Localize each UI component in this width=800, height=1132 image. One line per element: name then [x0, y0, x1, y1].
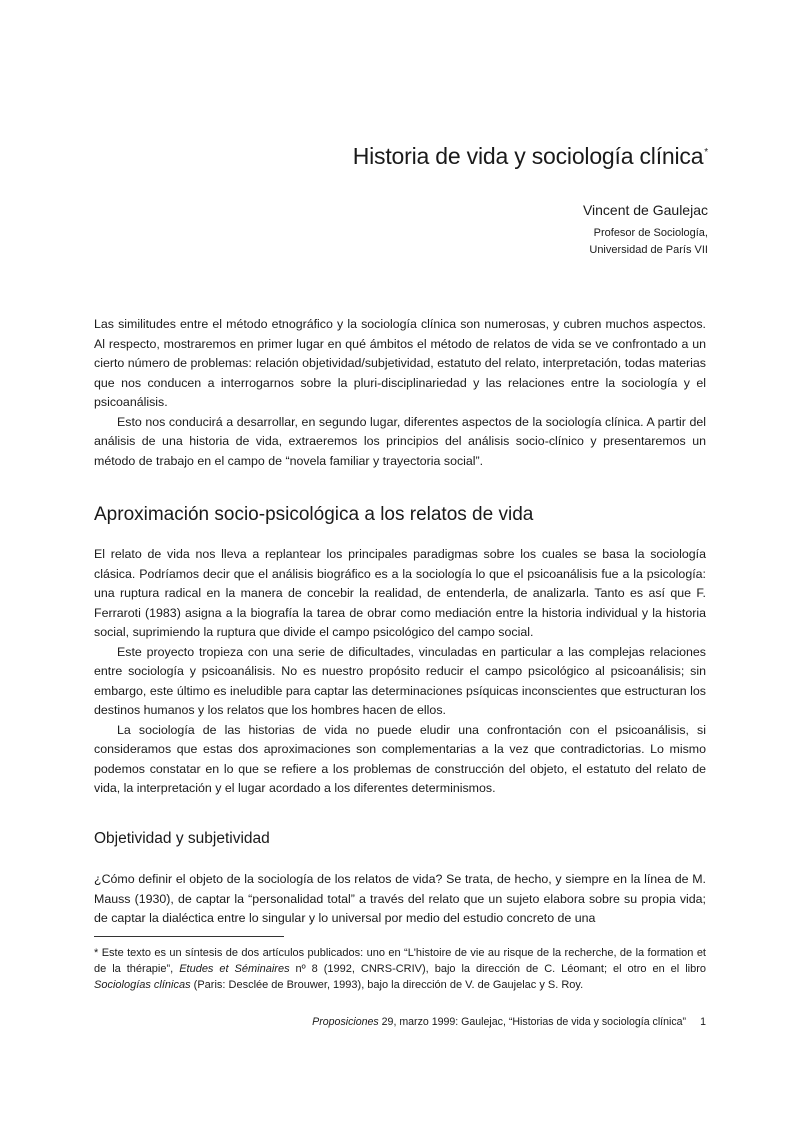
intro-paragraph-1: Las similitudes entre el método etnográfico y la sociología clínica son numerosas, y cubren muchos aspectos. Al respecto, mostraremos en primer lugar en qué ámbitos el método de relatos de vida se ve confrontado a un cierto número de problemas: relación objetividad/subjetividad, estatuto del relato, interpretación, todas materias que nos conducen a interrogarnos sobre la pluri-disciplinariedad y las relaciones entre la sociología y el psicoanálisis. [94, 317, 706, 409]
footnote-mark: * [94, 947, 99, 959]
footnote-book-title: Sociologías clínicas [94, 979, 191, 991]
section-2-paragraph-1: ¿Cómo definir el objeto de la sociología de los relatos de vida? Se trata, de hecho, y siempre en la línea de M. Mauss (1930), de captar la “personalidad total” a través del relato que un sujeto elabora sobre su propia vida; de captar la dialéctica entre lo singular y lo universal por medio del estudio concreto de una [94, 872, 706, 925]
citation-text: 29, marzo 1999: Gaulejac, “Historias de vida y sociología clínica” [378, 1016, 687, 1028]
footnote: * Este texto es un síntesis de dos artículos publicados: uno en “L'histoire de vie au risque de la recherche, de la formation et de la thérapie”, Etudes et Séminaires nº 8 (1992, CNRS-CRIV), bajo la dirección de C. Léomant; el otro en el libro Sociologías clínicas (Paris: Desclée de Brouwer, 1993), bajo la dirección de V. de Gaujelac y S. Roy. [94, 947, 706, 991]
section-heading-socio-psicologica: Aproximación socio-psicológica a los relatos de vida [94, 504, 534, 525]
section-1-body [94, 545, 706, 799]
author-institution: Universidad de París VII [589, 244, 708, 256]
author-position: Profesor de Sociología, [593, 227, 708, 239]
page-number: 1 [700, 1016, 706, 1028]
author-name: Vincent de Gaulejac [582, 202, 708, 218]
intro-paragraph-2: Esto nos conducirá a desarrollar, en segundo lugar, diferentes aspectos de la sociología clínica. A partir del análisis de una historia de vida, extraeremos los principios del análisis socio-clínico y presentaremos un método de trabajo en el campo de “novela familiar y trayectoria social”. [94, 414, 706, 468]
section-1-paragraph-3: La sociología de las historias de vida no puede eludir una confrontación con el psicoanálisis, si consideramos que estas dos aproximaciones son complementarias a la vez que contradictorias. Lo mismo podemos constatar en lo que se refiere a los problemas de construcción del objeto, el estatuto del relato de vida, la interpretación y el lugar acordado a los diferentes determinismos. [94, 722, 706, 795]
running-footer [312, 1016, 706, 1028]
section-1-paragraph-1: El relato de vida nos lleva a replantear los principales paradigmas sobre los cuales se basa la sociología clásica. Podríamos decir que el análisis biográfico es a la sociología lo que el psicoanálisis fue a la psicología: una ruptura radical en la manera de concebir la realidad, de entenderla, de analizarla. Tanto es así que F. Ferraroti (1983) asigna a la biografía la tarea de obrar como mediación entre la historia individual y la historia social, suprimiendo la ruptura que divide el campo psicológico del campo social. [94, 547, 706, 639]
journal-name: Proposiciones [312, 1016, 379, 1028]
footnote-journal-title: Etudes et Séminaires [179, 963, 290, 975]
article-title: Historia de vida y sociología clínica* [352, 143, 708, 169]
subsection-heading-objetividad: Objetividad y subjetividad [94, 830, 270, 847]
intro-section [94, 315, 706, 471]
footnote-divider [94, 936, 284, 937]
title-footnote-mark: * [704, 147, 708, 159]
section-1-paragraph-2: Este proyecto tropieza con una serie de dificultades, vinculadas en particular a las complejas relaciones entre sociología y psicoanálisis. No es nuestro propósito reducir el campo psicológico al psicoanálisis; sin embargo, este último es ineludible para captar las determinaciones psíquicas inconscientes que estructuran los destinos humanos y los relatos que los hombres hacen de ellos. [94, 644, 706, 717]
section-2-body [94, 870, 706, 929]
